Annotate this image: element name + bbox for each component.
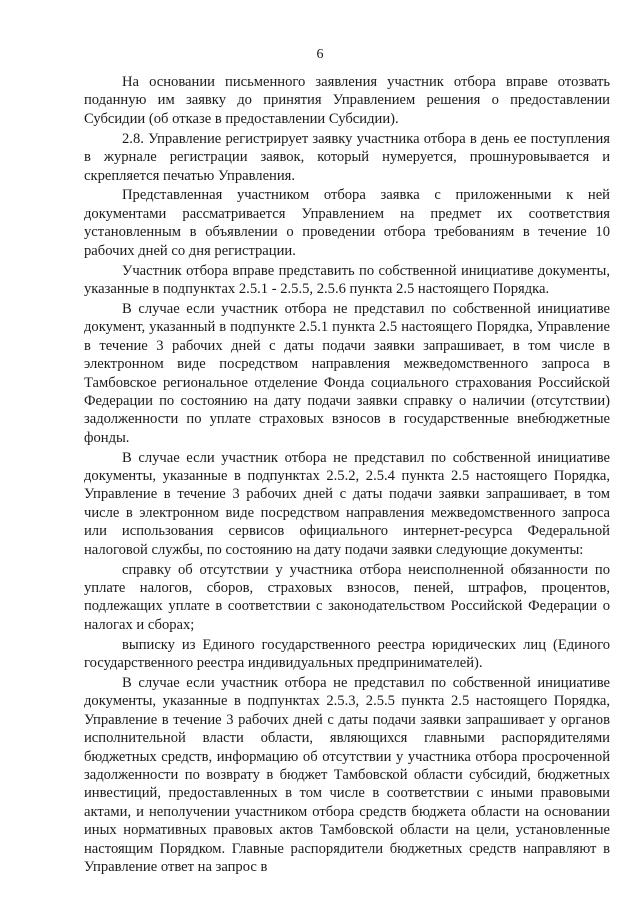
paragraph-2-8-registration: 2.8. Управление регистрирует заявку участника отбора в день ее поступления в журнале регистрации заявок, который нумеруется, прошнуровывается и скрепляется печатью Управления. (84, 130, 610, 184)
paragraph-tax-service-request: В случае если участник отбора не представил по собственной инициативе документы, указанные в подпунктах 2.5.2, 2.5.4 пункта 2.5 настоящего Порядка, Управление в течение 3 рабочих дней с даты подачи заявки запрашивает, в том числе в электронном виде посредством направления межведомственного запроса или использования сервисов официального интернет-ресурса Федеральной налоговой службы, по состоянию на дату подачи заявки следующие документы: (84, 449, 610, 558)
list-item-registry-extract: выписку из Единого государственного реестра юридических лиц (Единого государственного реестра индивидуальных предпринимателей). (84, 636, 610, 672)
paragraph-social-insurance-request: В случае если участник отбора не представил по собственной инициативе документ, указанный в подпункте 2.5.1 пункта 2.5 настоящего Порядка, Управление в течение 3 рабочих дней с даты подачи заявки запрашивает, в том числе в электронном виде посредством направления межведомственного запроса в Тамбовское региональное отделение Фонда социального страхования Российской Федерации по состоянию на дату подачи заявки справку о наличии (отсутствии) задолженности по уплате страховых взносов в государственные внебюджетные фонды. (84, 300, 610, 446)
page-number: 6 (316, 47, 324, 62)
document-body (84, 73, 610, 878)
paragraph-review-period: Представленная участником отбора заявка с приложенными к ней документами рассматривается Управлением на предмет их соответствия установленным в объявлении о проведении отбора требованиям в течение 10 рабочих дней со дня регистрации. (84, 187, 610, 259)
paragraph-budget-authorities-request: В случае если участник отбора не представил по собственной инициативе документы, указанные в подпунктах 2.5.3, 2.5.5 пункта 2.5 настоящего Порядка, Управление в течение 3 рабочих дней с даты подачи заявки запрашивает у органов исполнительной власти области, являющихся главными распорядителями бюджетных средств, информацию об отсутствии у участника отбора просроченной задолженности по возврату в бюджет Тамбовской области субсидий, бюджетных инвестиций, предоставленных в том числе в соответствии с иными правовыми актами, и неполучении участником отбора средств бюджета области на основании иных нормативных правовых актов Тамбовской области на цели, установленные настоящим Порядком. Главные распорядители бюджетных средств направляют в Управление ответ на запрос в (84, 675, 610, 876)
list-item-tax-certificate: справку об отсутствии у участника отбора неисполненной обязанности по уплате налогов, сборов, страховых взносов, пеней, штрафов, процентов, подлежащих уплате в соответствии с законодательством Российской Федерации о налогах и сборах; (84, 561, 610, 633)
paragraph-withdrawal: На основании письменного заявления участник отбора вправе отозвать поданную им заявку до принятия Управлением решения о предоставлении Субсидии (об отказе в предоставлении Субсидии). (84, 74, 610, 127)
paragraph-own-initiative: Участник отбора вправе представить по собственной инициативе документы, указанные в подпунктах 2.5.1 - 2.5.5, 2.5.6 пункта 2.5 настоящего Порядка. (84, 262, 610, 297)
